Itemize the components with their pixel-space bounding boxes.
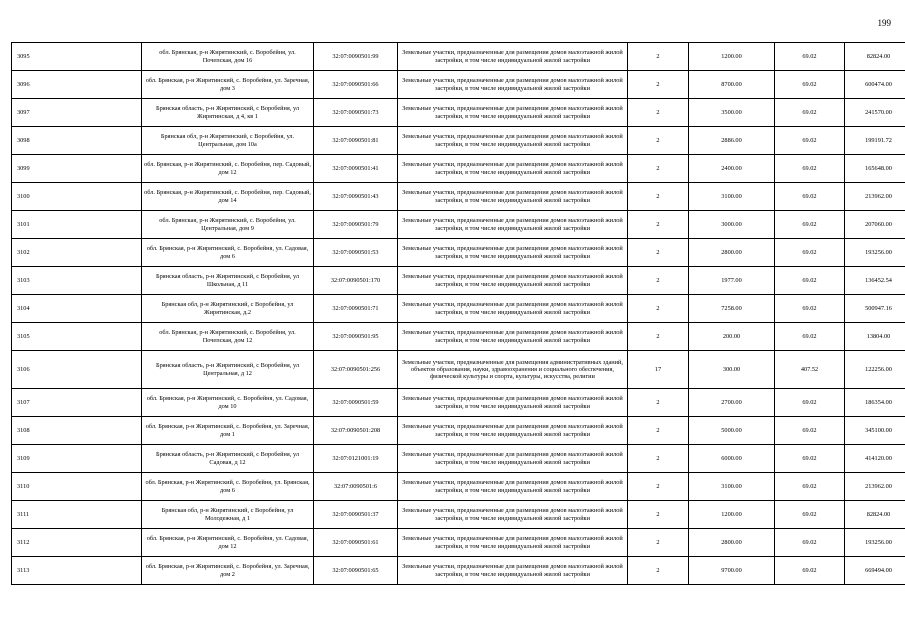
cadastral-number-cell: 32:07:0090501:61 [314, 529, 398, 557]
address-cell: Брянская область, р-н Жирятинский, с Воробейня, ул Жирятинская, д 4, кв 1 [142, 99, 314, 127]
permitted-use-cell: Земельные участки, предназначенные для размещения домов малоэтажной жилой застройки, в том числе индивидуальной жилой застройки [398, 211, 628, 239]
area-cell: 1200.00 [689, 43, 775, 71]
area-cell: 5000.00 [689, 417, 775, 445]
cadastral-number-cell: 32:07:0121001:19 [314, 445, 398, 473]
specific-value-cell: 69.02 [775, 529, 845, 557]
area-cell: 7258.00 [689, 295, 775, 323]
address-cell: обл. Брянская, р-н Жирятинский, с. Воробейня, ул. Заречная, дом 1 [142, 417, 314, 445]
row-number-cell: 3106 [12, 351, 142, 389]
row-number-cell: 3100 [12, 183, 142, 211]
row-number-cell: 3096 [12, 71, 142, 99]
table-row [12, 267, 905, 295]
area-cell: 300.00 [689, 351, 775, 389]
address-cell: обл. Брянская, р-н Жирятинский, с. Воробейня, ул. Садовая, дом 10 [142, 389, 314, 417]
group-cell: 2 [628, 557, 689, 585]
permitted-use-cell: Земельные участки, предназначенные для размещения домов малоэтажной жилой застройки, в том числе индивидуальной жилой застройки [398, 323, 628, 351]
group-cell: 2 [628, 473, 689, 501]
cadastral-value-cell: 193256.00 [845, 529, 905, 557]
area-cell: 2886.00 [689, 127, 775, 155]
table-row [12, 389, 905, 417]
cadastral-value-cell: 213962.00 [845, 473, 905, 501]
row-number-cell: 3105 [12, 323, 142, 351]
cadastral-number-cell: 32:07:0090501:65 [314, 557, 398, 585]
specific-value-cell: 69.02 [775, 155, 845, 183]
cadastral-number-cell: 32:07:0090501:170 [314, 267, 398, 295]
cadastral-value-cell: 136452.54 [845, 267, 905, 295]
cadastral-value-cell: 207060.00 [845, 211, 905, 239]
address-cell: обл. Брянская, р-н Жирятинский, с. Воробейня, ул. Почепская, дом 12 [142, 323, 314, 351]
specific-value-cell: 69.02 [775, 239, 845, 267]
table-row [12, 99, 905, 127]
permitted-use-cell: Земельные участки, предназначенные для размещения домов малоэтажной жилой застройки, в том числе индивидуальной жилой застройки [398, 473, 628, 501]
specific-value-cell: 69.02 [775, 445, 845, 473]
cadastral-value-cell: 600474.00 [845, 71, 905, 99]
permitted-use-cell: Земельные участки, предназначенные для размещения административных зданий, объектов образования, науки, здравоохранения и социального обеспечения, физической культуры и спорта, культуры, искусства, религии [398, 351, 628, 389]
row-number-cell: 3102 [12, 239, 142, 267]
cadastral-number-cell: 32:07:0090501:208 [314, 417, 398, 445]
table-row [12, 417, 905, 445]
cadastral-number-cell: 32:07:0090501:43 [314, 183, 398, 211]
cadastral-number-cell: 32:07:0090501:41 [314, 155, 398, 183]
address-cell: обл. Брянская, р-н Жирятинский, с. Воробейня, ул. Заречная, дом 3 [142, 71, 314, 99]
address-cell: обл. Брянская, р-н Жирятинский, с. Воробейня, ул. Почепская, дом 16 [142, 43, 314, 71]
row-number-cell: 3099 [12, 155, 142, 183]
area-cell: 200.00 [689, 323, 775, 351]
cadastral-value-cell: 13804.00 [845, 323, 905, 351]
cadastral-value-cell: 669494.00 [845, 557, 905, 585]
group-cell: 2 [628, 99, 689, 127]
group-cell: 17 [628, 351, 689, 389]
table-row [12, 71, 905, 99]
address-cell: Брянская область, р-н Жирятинский, с Воробейня, ул Школьная, д 11 [142, 267, 314, 295]
page-number: 199 [877, 18, 891, 28]
area-cell: 2800.00 [689, 529, 775, 557]
cadastral-number-cell: 32:07:0090501:66 [314, 71, 398, 99]
cadastral-value-cell: 500947.16 [845, 295, 905, 323]
row-number-cell: 3109 [12, 445, 142, 473]
table-row [12, 155, 905, 183]
row-number-cell: 3107 [12, 389, 142, 417]
area-cell: 1977.00 [689, 267, 775, 295]
specific-value-cell: 69.02 [775, 99, 845, 127]
table-row [12, 529, 905, 557]
specific-value-cell: 69.02 [775, 501, 845, 529]
cadastral-number-cell: 32:07:0090501:71 [314, 295, 398, 323]
area-cell: 2400.00 [689, 155, 775, 183]
table-row [12, 43, 905, 71]
specific-value-cell: 69.02 [775, 43, 845, 71]
cadastral-value-cell: 241570.00 [845, 99, 905, 127]
permitted-use-cell: Земельные участки, предназначенные для размещения домов малоэтажной жилой застройки, в том числе индивидуальной жилой застройки [398, 295, 628, 323]
permitted-use-cell: Земельные участки, предназначенные для размещения домов малоэтажной жилой застройки, в том числе индивидуальной жилой застройки [398, 389, 628, 417]
group-cell: 2 [628, 323, 689, 351]
row-number-cell: 3112 [12, 529, 142, 557]
cadastral-value-cell: 82824.00 [845, 501, 905, 529]
cadastral-number-cell: 32:07:0090501:53 [314, 239, 398, 267]
row-number-cell: 3111 [12, 501, 142, 529]
area-cell: 2800.00 [689, 239, 775, 267]
permitted-use-cell: Земельные участки, предназначенные для размещения домов малоэтажной жилой застройки, в том числе индивидуальной жилой застройки [398, 71, 628, 99]
specific-value-cell: 69.02 [775, 295, 845, 323]
cadastral-value-cell: 414120.00 [845, 445, 905, 473]
group-cell: 2 [628, 127, 689, 155]
group-cell: 2 [628, 389, 689, 417]
specific-value-cell: 69.02 [775, 71, 845, 99]
area-cell: 3100.00 [689, 183, 775, 211]
group-cell: 2 [628, 71, 689, 99]
address-cell: Брянская обл, р-н Жирятинский, с Воробейня, ул. Центральная, дом 10а [142, 127, 314, 155]
permitted-use-cell: Земельные участки, предназначенные для размещения домов малоэтажной жилой застройки, в том числе индивидуальной жилой застройки [398, 417, 628, 445]
row-number-cell: 3103 [12, 267, 142, 295]
specific-value-cell: 407.52 [775, 351, 845, 389]
area-cell: 8700.00 [689, 71, 775, 99]
address-cell: обл. Брянская, р-н Жирятинский, с. Воробейня, ул. Садовая, дом 6 [142, 239, 314, 267]
permitted-use-cell: Земельные участки, предназначенные для размещения домов малоэтажной жилой застройки, в том числе индивидуальной жилой застройки [398, 557, 628, 585]
specific-value-cell: 69.02 [775, 183, 845, 211]
cadastral-value-cell: 122256.00 [845, 351, 905, 389]
address-cell: Брянская обл, р-н Жирятинский, с Воробейня, ул Жирятинская, д.2 [142, 295, 314, 323]
table-row [12, 239, 905, 267]
specific-value-cell: 69.02 [775, 473, 845, 501]
group-cell: 2 [628, 445, 689, 473]
row-number-cell: 3101 [12, 211, 142, 239]
specific-value-cell: 69.02 [775, 211, 845, 239]
group-cell: 2 [628, 239, 689, 267]
cadastral-value-cell: 165648.00 [845, 155, 905, 183]
row-number-cell: 3098 [12, 127, 142, 155]
row-number-cell: 3108 [12, 417, 142, 445]
cadastral-number-cell: 32:07:0090501:256 [314, 351, 398, 389]
row-number-cell: 3110 [12, 473, 142, 501]
permitted-use-cell: Земельные участки, предназначенные для размещения домов малоэтажной жилой застройки, в том числе индивидуальной жилой застройки [398, 127, 628, 155]
table-row [12, 445, 905, 473]
table-row [12, 557, 905, 585]
specific-value-cell: 69.02 [775, 323, 845, 351]
group-cell: 2 [628, 501, 689, 529]
cadastral-value-cell: 186354.00 [845, 389, 905, 417]
cadastral-number-cell: 32:07:0090501:79 [314, 211, 398, 239]
permitted-use-cell: Земельные участки, предназначенные для размещения домов малоэтажной жилой застройки, в том числе индивидуальной жилой застройки [398, 239, 628, 267]
permitted-use-cell: Земельные участки, предназначенные для размещения домов малоэтажной жилой застройки, в том числе индивидуальной жилой застройки [398, 501, 628, 529]
permitted-use-cell: Земельные участки, предназначенные для размещения домов малоэтажной жилой застройки, в том числе индивидуальной жилой застройки [398, 183, 628, 211]
address-cell: Брянская область, р-н Жирятинский, с Воробейня, ул Центральная, д 12 [142, 351, 314, 389]
permitted-use-cell: Земельные участки, предназначенные для размещения домов малоэтажной жилой застройки, в том числе индивидуальной жилой застройки [398, 445, 628, 473]
area-cell: 6000.00 [689, 445, 775, 473]
area-cell: 2700.00 [689, 389, 775, 417]
cadastral-number-cell: 32:07:0090501:81 [314, 127, 398, 155]
cadastral-value-table [11, 42, 905, 585]
group-cell: 2 [628, 183, 689, 211]
cadastral-value-cell: 193256.00 [845, 239, 905, 267]
cadastral-number-cell: 32:07:0090501:59 [314, 389, 398, 417]
row-number-cell: 3113 [12, 557, 142, 585]
area-cell: 3100.00 [689, 473, 775, 501]
specific-value-cell: 69.02 [775, 557, 845, 585]
cadastral-value-cell: 82824.00 [845, 43, 905, 71]
table-row [12, 351, 905, 389]
group-cell: 2 [628, 295, 689, 323]
address-cell: обл. Брянская, р-н Жирятинский, с. Воробейня, ул. Садовая, дом 12 [142, 529, 314, 557]
group-cell: 2 [628, 43, 689, 71]
address-cell: обл. Брянская, р-н Жирятинский, с. Воробейня, ул. Центральная, дом 9 [142, 211, 314, 239]
cadastral-number-cell: 32:07:0090501:99 [314, 43, 398, 71]
group-cell: 2 [628, 529, 689, 557]
group-cell: 2 [628, 211, 689, 239]
cadastral-number-cell: 32:07:0090501:6 [314, 473, 398, 501]
group-cell: 2 [628, 155, 689, 183]
cadastral-value-cell: 213962.00 [845, 183, 905, 211]
specific-value-cell: 69.02 [775, 389, 845, 417]
cadastral-number-cell: 32:07:0090501:73 [314, 99, 398, 127]
area-cell: 9700.00 [689, 557, 775, 585]
table-row [12, 211, 905, 239]
specific-value-cell: 69.02 [775, 417, 845, 445]
area-cell: 3500.00 [689, 99, 775, 127]
address-cell: Брянская область, р-н Жирятинский, с Воробейня, ул Садовая, д 12 [142, 445, 314, 473]
permitted-use-cell: Земельные участки, предназначенные для размещения домов малоэтажной жилой застройки, в том числе индивидуальной жилой застройки [398, 43, 628, 71]
group-cell: 2 [628, 417, 689, 445]
address-cell: обл. Брянская, р-н Жирятинский, с. Воробейня, ул. Брянская, дом 6 [142, 473, 314, 501]
address-cell: обл. Брянская, р-н Жирятинский, с. Воробейня, пер. Садовый, дом 12 [142, 155, 314, 183]
table-body [12, 43, 905, 585]
cadastral-number-cell: 32:07:0090501:37 [314, 501, 398, 529]
group-cell: 2 [628, 267, 689, 295]
area-cell: 3000.00 [689, 211, 775, 239]
table-row [12, 295, 905, 323]
row-number-cell: 3097 [12, 99, 142, 127]
permitted-use-cell: Земельные участки, предназначенные для размещения домов малоэтажной жилой застройки, в том числе индивидуальной жилой застройки [398, 99, 628, 127]
permitted-use-cell: Земельные участки, предназначенные для размещения домов малоэтажной жилой застройки, в том числе индивидуальной жилой застройки [398, 529, 628, 557]
address-cell: обл. Брянская, р-н Жирятинский, с. Воробейня, пер. Садовый, дом 14 [142, 183, 314, 211]
table-row [12, 127, 905, 155]
row-number-cell: 3095 [12, 43, 142, 71]
specific-value-cell: 69.02 [775, 267, 845, 295]
cadastral-value-cell: 199191.72 [845, 127, 905, 155]
address-cell: обл. Брянская, р-н Жирятинский, с. Воробейня, ул. Заречная, дом 2 [142, 557, 314, 585]
area-cell: 1200.00 [689, 501, 775, 529]
table-row [12, 473, 905, 501]
table-row [12, 183, 905, 211]
permitted-use-cell: Земельные участки, предназначенные для размещения домов малоэтажной жилой застройки, в том числе индивидуальной жилой застройки [398, 267, 628, 295]
permitted-use-cell: Земельные участки, предназначенные для размещения домов малоэтажной жилой застройки, в том числе индивидуальной жилой застройки [398, 155, 628, 183]
cadastral-number-cell: 32:07:0090501:95 [314, 323, 398, 351]
specific-value-cell: 69.02 [775, 127, 845, 155]
table-row [12, 323, 905, 351]
cadastral-value-cell: 345100.00 [845, 417, 905, 445]
table-row [12, 501, 905, 529]
address-cell: Брянская обл, р-н Жирятинский, с Воробейня, ул Молодежная, д 1 [142, 501, 314, 529]
row-number-cell: 3104 [12, 295, 142, 323]
